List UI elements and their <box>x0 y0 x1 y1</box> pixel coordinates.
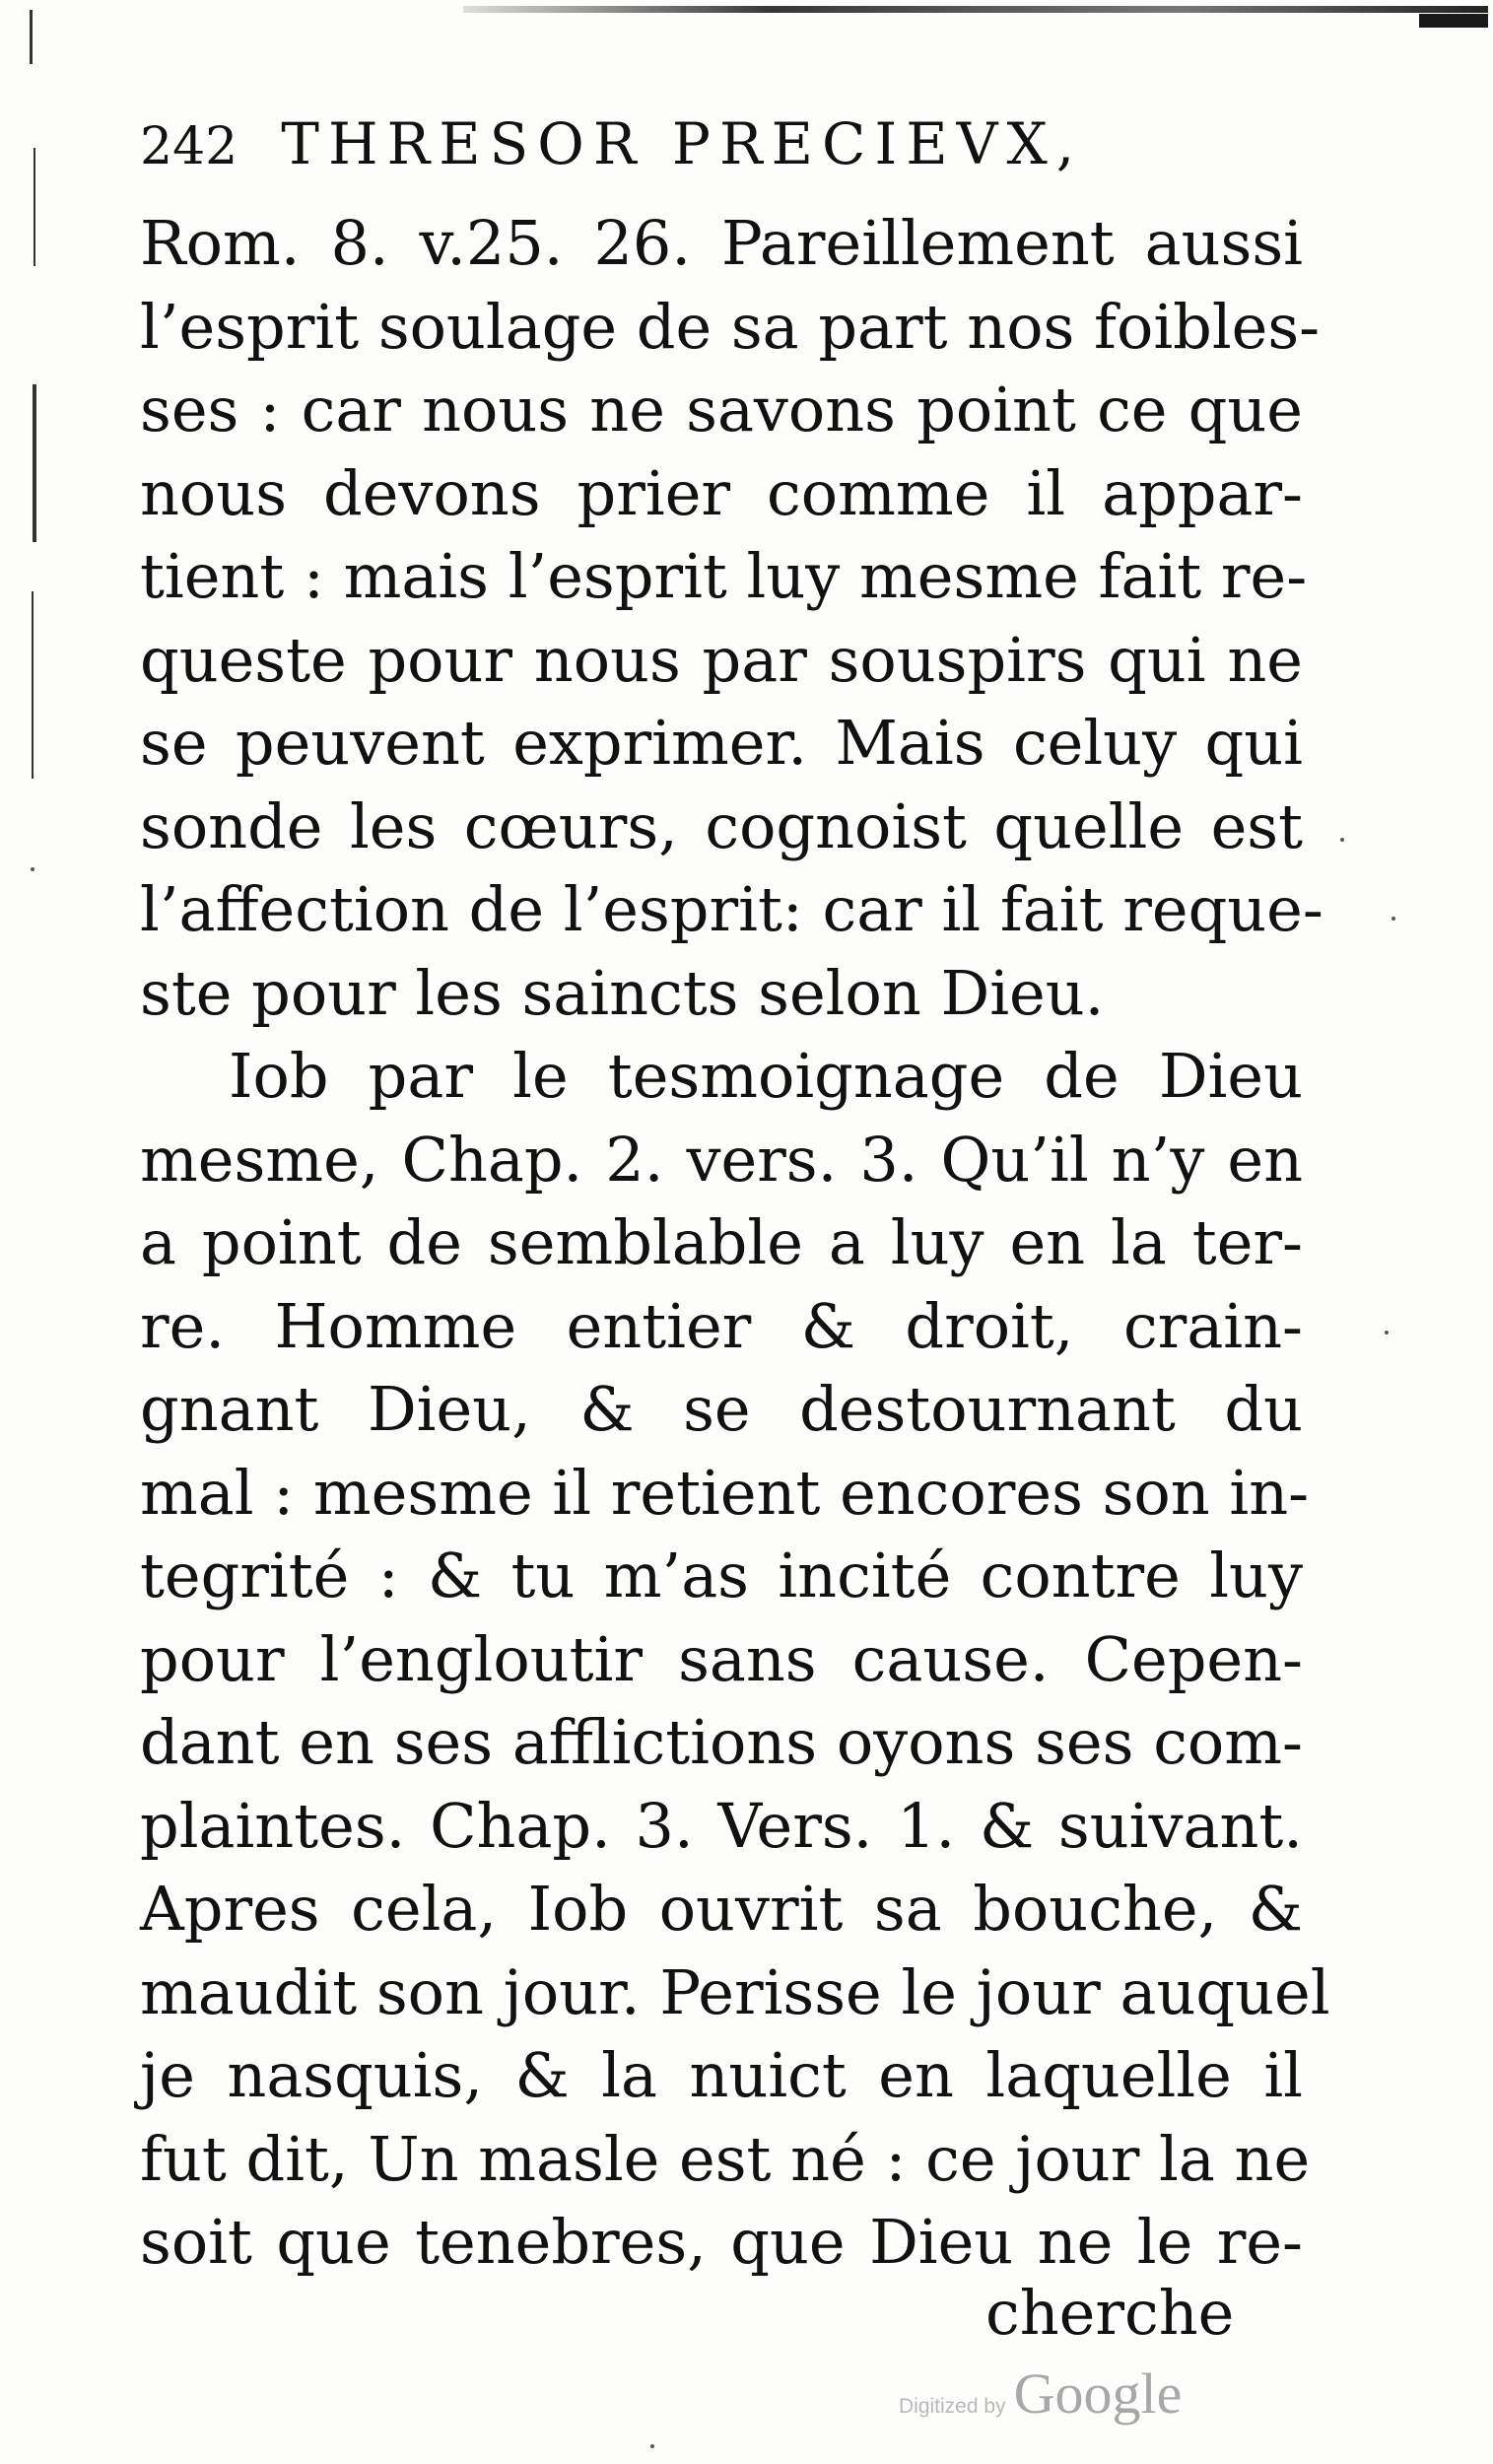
text-line: plaintes. Chap. 3. Vers. 1. & suivant. <box>140 1789 1303 1862</box>
digitized-watermark <box>899 2361 1182 2427</box>
text-line: ses : car nous ne savons point ce que <box>140 374 1303 445</box>
text-line: sonde les cœurs, cognoist quelle est <box>140 789 1303 862</box>
scan-speck <box>1391 917 1395 921</box>
text-line: Rom. 8. v.25. 26. Pareillement aussi <box>140 207 1303 279</box>
body-text <box>140 202 1330 2285</box>
running-title: THRESOR PRECIEVX, <box>281 110 1084 177</box>
scan-edge-left <box>33 384 36 542</box>
text-line: mal : mesme il retient encores son in- <box>140 1456 1310 1529</box>
scan-edge-corner <box>1419 14 1488 28</box>
text-line: se peuvent exprimer. Mais celuy qui <box>140 707 1303 779</box>
text-line: pour l’engloutir sans cause. Cepen- <box>140 1622 1303 1695</box>
text-line: queste pour nous par souspirs qui ne <box>140 623 1303 696</box>
scan-edge-left <box>32 591 34 779</box>
text-line: fut dit, Un masle est né : ce jour la ne <box>140 2122 1311 2195</box>
text-line: l’esprit soulage de sa part nos foibles- <box>140 290 1321 363</box>
scan-speck <box>650 2444 654 2448</box>
text-line: l’affection de l’esprit: car il fait reque- <box>140 873 1323 945</box>
scan-edge-left <box>30 10 33 64</box>
text-line: Apres cela, Iob ouvrit sa bouche, & <box>140 1873 1303 1945</box>
scan-speck <box>1385 1331 1389 1335</box>
text-line: a point de semblable a luy en la ter- <box>140 1206 1303 1278</box>
text-line: gnant Dieu, & se destournant du <box>140 1373 1303 1445</box>
scan-speck <box>1340 838 1344 842</box>
watermark-prefix: Digitized by <box>899 2395 1006 2418</box>
scan-edge-left <box>34 148 35 266</box>
text-line: tegrité : & tu m’as incité contre luy <box>140 1540 1303 1611</box>
text-line: mesme, Chap. 2. vers. 3. Qu’il n’y en <box>140 1123 1303 1196</box>
google-logo: Google <box>1013 2361 1183 2426</box>
text-line: ste pour les saincts selon Dieu. <box>140 956 1105 1029</box>
catchword: cherche <box>985 2277 1235 2349</box>
text-line: maudit son jour. Perisse le jour auquel <box>140 1955 1330 2028</box>
scan-speck <box>31 867 34 871</box>
text-line: soit que tenebres, que Dieu ne le re- <box>140 2206 1303 2278</box>
text-line: re. Homme entier & droit, crain- <box>140 1289 1303 1362</box>
text-line: tient : mais l’esprit luy mesme fait re- <box>140 540 1308 612</box>
text-line: Iob par le tesmoignage de Dieu <box>229 1040 1303 1112</box>
scan-edge-top <box>463 6 1488 13</box>
page-number: 242 <box>140 117 238 176</box>
text-line: je nasquis, & la nuict en laquelle il <box>140 2039 1303 2111</box>
text-line: nous devons prier comme il appar- <box>140 456 1303 529</box>
text-line: dant en ses afflictions oyons ses com- <box>140 1706 1303 1778</box>
running-head <box>140 110 1342 199</box>
